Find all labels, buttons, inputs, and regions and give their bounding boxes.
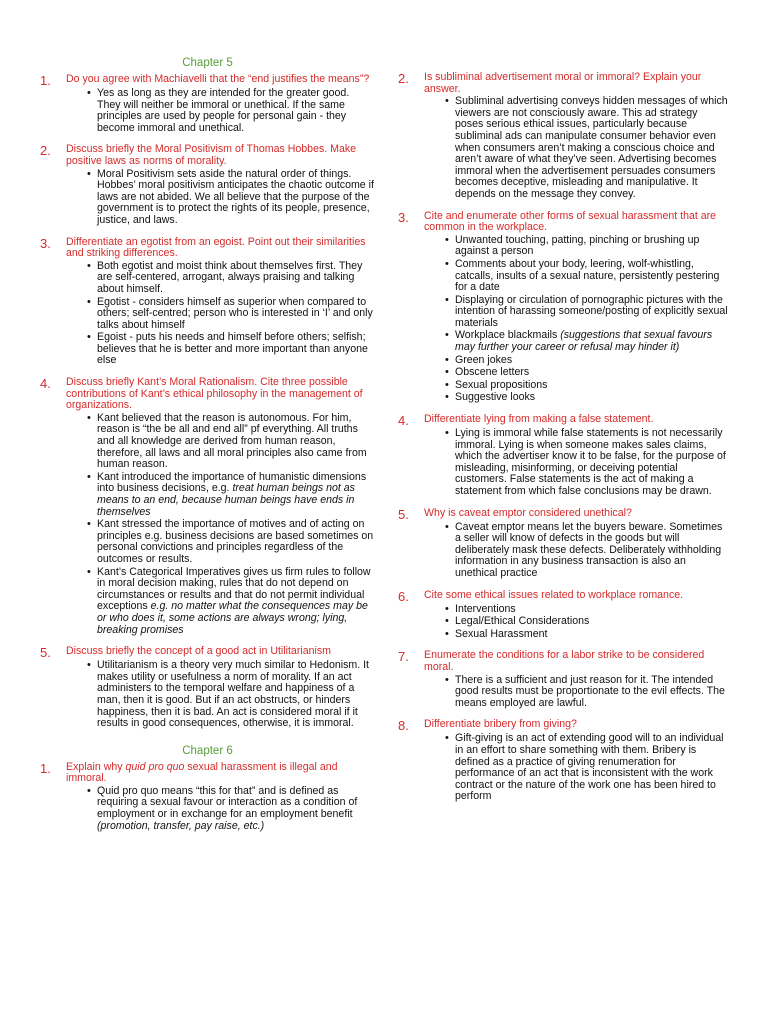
question-block	[40, 237, 375, 368]
answer-list	[398, 96, 728, 200]
answer-item: • Obscene letters	[398, 367, 728, 379]
answer-list	[40, 660, 375, 730]
question-number: 8.	[398, 718, 409, 734]
answer-item: • Egotist - considers himself as superior when compared to others; self-centred; person who is interested in ‘I’ and only talks about himself	[40, 297, 375, 332]
answer-example: (suggestions that sexual favours may further your career or refusal may hinder it)	[455, 329, 713, 354]
question-block	[398, 650, 728, 709]
answer-list	[40, 413, 375, 636]
question-number: 2.	[398, 71, 409, 86]
answer-list	[40, 261, 375, 367]
answer-item: • Displaying or circulation of pornographic pictures with the intention of harassing someone/posting of explicitly sexual materials	[398, 295, 728, 330]
question-block	[40, 74, 375, 134]
answer-item: • Moral Positivism sets aside the natural order of things. Hobbes’ moral positivism anticipates the chaotic outcome if laws are not abided. We all believe that the purpose of the government is to protect the rights of its people, presence, justice, and laws.	[40, 169, 375, 227]
question-text: Differentiate lying from making a false statement.	[424, 413, 654, 426]
answer-item	[40, 567, 375, 637]
question-number: 6.	[398, 588, 409, 604]
answer-example: (promotion, transfer, pay raise, etc.)	[97, 819, 265, 832]
answer-item: • Sexual propositions	[398, 380, 728, 392]
answer-list	[40, 169, 375, 227]
answer-item: • Lying is immoral while false statements is not necessarily immoral. Lying is when someone makes sales claims, which the advertiser know it to be false, for the purpose of misleading, misinforming, or deceiving potential customers. False statements is the act of making a statement from which false conclusions may be drawn.	[398, 428, 728, 498]
answer-item: • Legal/Ethical Considerations	[398, 616, 728, 628]
question-text: Discuss briefly the Moral Positivism of Thomas Hobbes. Make positive laws as norms of morality.	[66, 143, 357, 167]
question-text: Is subliminal advertisement moral or immoral? Explain your answer.	[424, 71, 702, 95]
question-text-part: Explain why	[66, 760, 123, 773]
answer-example: e.g. no matter what the consequences may be or who does it, some actions are always wrong; lying, breaking promises	[97, 600, 368, 636]
answer-item: • Yes as long as they are intended for the greater good. They will neither be immoral or unethical. If the same principles are used by people for personal gain - they become immoral and unethical.	[40, 88, 375, 134]
answer-item: • Caveat emptor means let the buyers beware. Sometimes a seller will know of defects in the goods but will deliberately mask these defects. Deliberately withholding information in any business transaction is also an unethical practice	[398, 522, 728, 580]
answer-item: • Comments about your body, leering, wolf-whistling, catcalls, insults of a sexual nature, persistently pestering for a date	[398, 259, 728, 294]
answer-text: Kant’s Categorical Imperatives gives us firm rules to follow in moral decision making, rules that do not depend on circumstances or results and that do not permit individual exceptions	[97, 565, 371, 613]
answer-item: • Unwanted touching, patting, pinching or brushing up against a person	[398, 235, 728, 258]
question-text-part: sexual harassment is illegal and immoral.	[66, 760, 338, 785]
answer-text: Kant introduced the importance of humanistic dimensions into business decisions, e.g.	[97, 470, 367, 495]
answer-item	[40, 472, 375, 518]
question-number: 1.	[40, 760, 51, 776]
answer-text: Workplace blackmails	[455, 329, 558, 342]
answer-item: • Interventions	[398, 604, 728, 616]
question-text: Discuss briefly the concept of a good act in Utilitarianism	[66, 645, 331, 658]
question-block	[40, 646, 375, 730]
answer-item: • Sexual Harassment	[398, 629, 728, 641]
right-column	[398, 72, 728, 813]
answer-item	[398, 330, 728, 353]
answer-example: treat human beings not as means to an end, because human beings have ends in themselves	[97, 482, 355, 518]
question-block	[40, 762, 375, 833]
question-block	[40, 144, 375, 226]
question-block	[398, 508, 728, 580]
answer-item: • Green jokes	[398, 355, 728, 367]
question-block	[40, 377, 375, 636]
answer-item: • Gift-giving is an act of extending good will to an individual in an effort to share something with them. Bribery is defined as a practice of giving renumeration for performance of an act that is inconsistent with the work contract or the nature of the work one has been hired to perform	[398, 733, 728, 803]
question-text-emphasis: quid pro quo	[125, 760, 185, 773]
answer-list	[398, 733, 728, 803]
answer-item: • Utilitarianism is a theory very much similar to Hedonism. It makes utility or usefulness a norm of morality. If an act administers to the temporal welfare and happiness of a man, then it is good. But if an act obstructs, or hinders happiness, then it is bad. An act is considered moral if it results in good consequences, otherwise, it is immoral.	[40, 660, 375, 730]
answer-list	[398, 675, 728, 710]
chapter-5-title: Chapter 5	[182, 57, 233, 69]
question-number: 1.	[40, 73, 51, 88]
question-text: Why is caveat emptor considered unethical?	[424, 506, 632, 519]
question-text: Differentiate an egotist from an egoist. Point out their similarities and striking differences.	[66, 235, 366, 260]
question-text	[66, 762, 375, 785]
answer-list	[398, 604, 728, 641]
question-text: Cite some ethical issues related to workplace romance.	[424, 588, 684, 601]
question-number: 5.	[398, 506, 409, 522]
question-text: Do you agree with Machiavelli that the “end justifies the means”?	[66, 73, 370, 85]
question-number: 4.	[40, 376, 51, 392]
chapter-6-title: Chapter 6	[182, 744, 233, 757]
answer-item: • Kant believed that the reason is autonomous. For him, reason is “the be all and end all” pf everything. All truths and all knowledge are derived from human reason, therefore, all laws and all moral principles also came from human reason.	[40, 413, 375, 471]
question-block	[398, 590, 728, 641]
answer-list	[398, 428, 728, 498]
question-number: 2.	[40, 143, 51, 159]
question-number: 3.	[398, 209, 409, 225]
question-number: 7.	[398, 649, 409, 665]
answer-item: • Subliminal advertising conveys hidden messages of which viewers are not consciously aware. This ad strategy poses serious ethical issues, particularly because subliminal ads can manipulate consumer behavior even when consumers aren’t making a conscious choice and aren’t aware of what they’ve seen. Advertising becomes immoral when the advertisement persuades consumers becomes deceptive, misleading and manipulative. It depends on the message they convey.	[398, 96, 728, 200]
question-block	[398, 719, 728, 803]
answer-list	[398, 522, 728, 580]
question-text: Cite and enumerate other forms of sexual harassment that are common in the workplace.	[424, 209, 717, 234]
question-number: 3.	[40, 235, 51, 251]
question-number: 4.	[398, 413, 409, 429]
left-column	[40, 56, 375, 842]
question-block	[398, 211, 728, 405]
answer-item: • Suggestive looks	[398, 392, 728, 404]
answer-list	[40, 88, 375, 134]
question-text: Enumerate the conditions for a labor strike to be considered moral.	[424, 649, 705, 673]
answer-item	[40, 786, 375, 832]
answer-text: Quid pro quo means “this for that” and is defined as requiring a sexual favour or interaction as a condition of employment or in exchange for an employment benefit	[97, 784, 358, 821]
answer-item: • Egoist - puts his needs and himself before others; selfish; believes that he is better and more important than anyone else	[40, 332, 375, 367]
answer-item: • Kant stressed the importance of motives and of acting on principles e.g. business decisions are based sometimes on personal convictions and principles regardless of the outcomes or results.	[40, 519, 375, 565]
question-number: 5.	[40, 645, 51, 661]
question-text: Discuss briefly Kant’s Moral Rationalism. Cite three possible contributions of Kant’s ethical philosophy in the management of organizations.	[66, 376, 363, 412]
question-text: Differentiate bribery from giving?	[424, 718, 577, 731]
answer-item: • Both egotist and moist think about themselves first. They are self-centered, arrogant, always praising and talking about himself.	[40, 261, 375, 296]
answer-item: • There is a sufficient and just reason for it. The intended good results must be proportionate to the evil effects. The means employed are lawful.	[398, 675, 728, 710]
question-block	[398, 414, 728, 498]
answer-list	[398, 235, 728, 404]
answer-list	[40, 786, 375, 832]
question-block	[398, 72, 728, 201]
